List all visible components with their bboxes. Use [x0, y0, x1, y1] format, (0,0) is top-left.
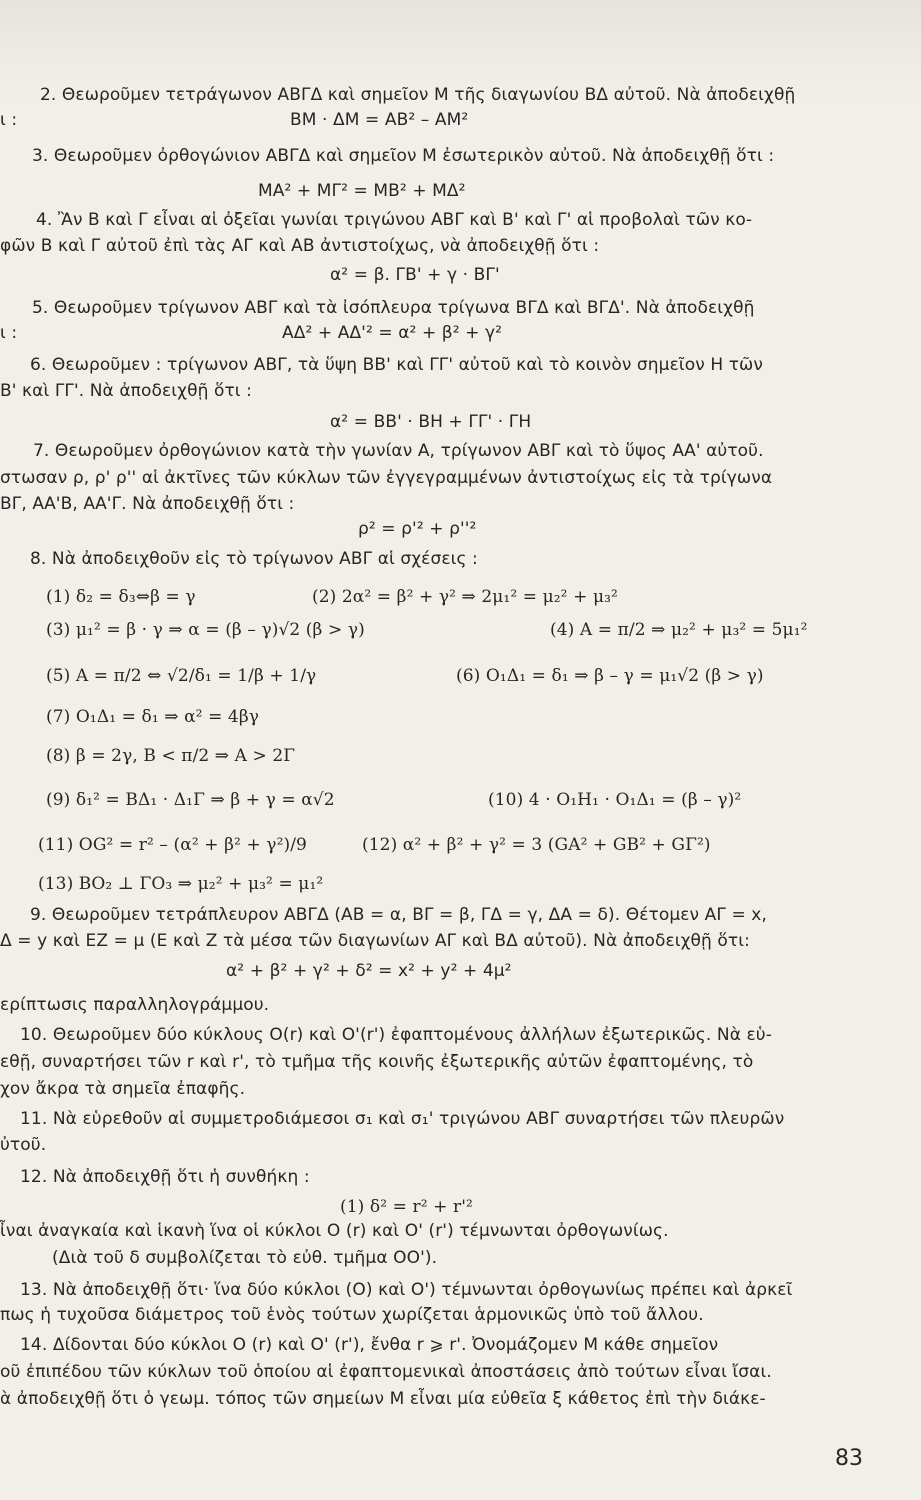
relation-1: (1) δ₂ = δ₃⇔β = γ [46, 587, 196, 607]
problem-12-equation: (1) δ² = r² + r'² [340, 1197, 473, 1217]
problem-10-line-2: εθῇ, συναρτήσει τῶν r καὶ r', τὸ τμῆμα τῆς κοινῆς ἐξωτερικῆς αὐτῶν ἐφαπτομένης, τὸ [0, 1052, 754, 1072]
relation-9: (9) δ₁² = ΒΔ₁ · Δ₁Γ ⇒ β + γ = α√2 [46, 790, 335, 810]
problem-7-line-3: ΒΓ, ΑΑ'Β, ΑΑ'Γ. Νὰ ἀποδειχθῇ ὅτι : [0, 494, 295, 514]
problem-2-line-1: 2. Θεωροῦμεν τετράγωνον ΑΒΓΔ καὶ σημεῖον Μ τῆς διαγωνίου ΒΔ αὐτοῦ. Νὰ ἀποδειχθῇ [40, 85, 796, 105]
problem-5-line-1: 5. Θεωροῦμεν τρίγωνον ΑΒΓ καὶ τὰ ἰσόπλευρα τρίγωνα ΒΓΔ καὶ ΒΓΔ'. Νὰ ἀποδειχθῇ [32, 298, 755, 318]
problem-8-intro: 8. Νὰ ἀποδειχθοῦν εἰς τὸ τρίγωνον ΑΒΓ αἱ σχέσεις : [30, 549, 478, 569]
problem-2-line-2: ι : [0, 110, 18, 130]
problem-7-line-2: στωσαν ρ, ρ' ρ'' αἱ ἀκτῖνες τῶν κύκλων τῶν ἐγγεγραμμένων ἀντιστοίχως εἰς τὰ τρίγωνα [0, 468, 773, 488]
problem-10-line-3: χον ἄκρα τὰ σημεῖα ἐπαφῆς. [0, 1079, 246, 1099]
problem-9-line-1: 9. Θεωροῦμεν τετράπλευρον ΑΒΓΔ (ΑΒ = α, ΒΓ = β, ΓΔ = γ, ΔΑ = δ). Θέτομεν ΑΓ = x, [30, 905, 767, 925]
problem-12-line-1: 12. Νὰ ἀποδειχθῇ ὅτι ἡ συνθήκη : [20, 1167, 310, 1187]
problem-14-line-3: ὰ ἀποδειχθῇ ὅτι ὁ γεωμ. τόπος τῶν σημείων Μ εἶναι μία εὐθεῖα ξ κάθετος ἐπὶ τὴν διάκε- [0, 1389, 766, 1409]
relation-3: (3) μ₁² = β · γ ⇒ α = (β – γ)√2 (β > γ) [46, 620, 365, 640]
problem-7-equation: ρ² = ρ'² + ρ''² [358, 519, 477, 539]
problem-4-equation: α² = β. ΓΒ' + γ · ΒΓ' [330, 265, 500, 285]
relation-13: (13) ΒΟ₂ ⊥ ΓΟ₃ ⇒ μ₂² + μ₃² = μ₁² [38, 874, 324, 894]
relation-11: (11) ΟG² = r² – (α² + β² + γ²)/9 [38, 835, 307, 855]
problem-4-line-2: φῶν Β καὶ Γ αὐτοῦ ἐπὶ τὰς ΑΓ καὶ ΑΒ ἀντιστοίχως, νὰ ἀποδειχθῇ ὅτι : [0, 236, 600, 256]
page-number: 83 [835, 1446, 863, 1471]
problem-14-line-2: οῦ ἐπιπέδου τῶν κύκλων τοῦ ὁποίου αἱ ἐφαπτομενικαὶ ἀποστάσεις ἀπὸ τούτων εἶναι ἴσαι. [0, 1362, 772, 1382]
problem-14-line-1: 14. Δίδονται δύο κύκλοι Ο (r) καὶ Ο' (r'), ἔνθα r ⩾ r'. Ὀνομάζομεν Μ κάθε σημεῖον [20, 1335, 719, 1355]
problem-11-line-2: ὐτοῦ. [0, 1135, 47, 1155]
relation-10: (10) 4 · Ο₁Η₁ · Ο₁Δ₁ = (β – γ)² [488, 790, 742, 810]
problem-5-equation: ΑΔ² + ΑΔ'² = α² + β² + γ² [282, 323, 503, 343]
problem-10-line-1: 10. Θεωροῦμεν δύο κύκλους Ο(r) καὶ Ο'(r') ἐφαπτομένους ἀλλήλων ἐξωτερικῶς. Νὰ εὑ- [20, 1025, 772, 1045]
relation-6: (6) Ο₁Δ₁ = δ₁ ⇒ β – γ = μ₁√2 (β > γ) [456, 666, 764, 686]
problem-4-line-1: 4. Ἂν Β καὶ Γ εἶναι αἱ ὀξεῖαι γωνίαι τριγώνου ΑΒΓ καὶ Β' καὶ Γ' αἱ προβολαὶ τῶν κο- [36, 210, 753, 230]
problem-13-line-2: πως ἡ τυχοῦσα διάμετρος τοῦ ἑνὸς τούτων χωρίζεται ἁρμονικῶς ὑπὸ τοῦ ἄλλου. [0, 1305, 704, 1325]
relation-8: (8) β = 2γ, Β < π/2 ⇒ Α > 2Γ [46, 746, 296, 766]
problem-2-equation: ΒΜ · ΔΜ = ΑΒ² – ΑΜ² [290, 110, 469, 130]
problem-13-line-1: 13. Νὰ ἀποδειχθῇ ὅτι· ἵνα δύο κύκλοι (Ο) καὶ Ο') τέμνωνται ὀρθογωνίως πρέπει καὶ ἀρκεῖ [20, 1280, 793, 1300]
problem-5-line-2: ι : [0, 323, 18, 343]
relation-4: (4) Α = π/2 ⇒ μ₂² + μ₃² = 5μ₁² [550, 620, 808, 640]
relation-7: (7) Ο₁Δ₁ = δ₁ ⇒ α² = 4βγ [46, 707, 260, 727]
problem-12-line-3: (Διὰ τοῦ δ συμβολίζεται τὸ εὐθ. τμῆμα ΟΟ'). [52, 1248, 438, 1268]
problem-3-line-1: 3. Θεωροῦμεν ὀρθογώνιον ΑΒΓΔ καὶ σημεῖον Μ ἐσωτερικὸν αὐτοῦ. Νὰ ἀποδειχθῇ ὅτι : [32, 146, 775, 166]
relation-5: (5) Α = π/2 ⇔ √2/δ₁ = 1/β + 1/γ [46, 666, 317, 686]
problem-6-line-1: 6. Θεωροῦμεν : τρίγωνον ΑΒΓ, τὰ ὕψη ΒΒ' καὶ ΓΓ' αὐτοῦ καὶ τὸ κοινὸν σημεῖον Η τῶν [30, 355, 763, 375]
problem-6-equation: α² = ΒΒ' · ΒΗ + ΓΓ' · ΓΗ [330, 412, 532, 432]
relation-2: (2) 2α² = β² + γ² ⇒ 2μ₁² = μ₂² + μ₃² [312, 587, 618, 607]
problem-11-line-1: 11. Νὰ εὑρεθοῦν αἱ συμμετροδιάμεσοι σ₁ καὶ σ₁' τριγώνου ΑΒΓ συναρτήσει τῶν πλευρῶν [20, 1109, 785, 1129]
relation-12: (12) α² + β² + γ² = 3 (GΑ² + GΒ² + GΓ²) [362, 835, 711, 855]
problem-7-line-1: 7. Θεωροῦμεν ὀρθογώνιον κατὰ τὴν γωνίαν Α, τρίγωνον ΑΒΓ καὶ τὸ ὕψος ΑΑ' αὐτοῦ. [33, 441, 764, 461]
problem-9-line-3: ερίπτωσις παραλληλογράμμου. [0, 995, 270, 1015]
problem-9-line-2: Δ = y καὶ ΕΖ = μ (Ε καὶ Ζ τὰ μέσα τῶν διαγωνίων ΑΓ καὶ ΒΔ αὐτοῦ). Νὰ ἀποδειχθῇ ὅτι: [0, 931, 750, 951]
problem-6-line-2: Β' καὶ ΓΓ'. Νὰ ἀποδειχθῇ ὅτι : [0, 381, 252, 401]
problem-3-equation: ΜΑ² + ΜΓ² = ΜΒ² + ΜΔ² [258, 181, 466, 201]
problem-9-equation: α² + β² + γ² + δ² = x² + y² + 4μ² [226, 961, 512, 981]
problem-12-line-2: ἶναι ἀναγκαία καὶ ἱκανὴ ἵνα οἱ κύκλοι Ο (r) καὶ Ο' (r') τέμνωνται ὀρθογωνίως. [0, 1221, 669, 1241]
